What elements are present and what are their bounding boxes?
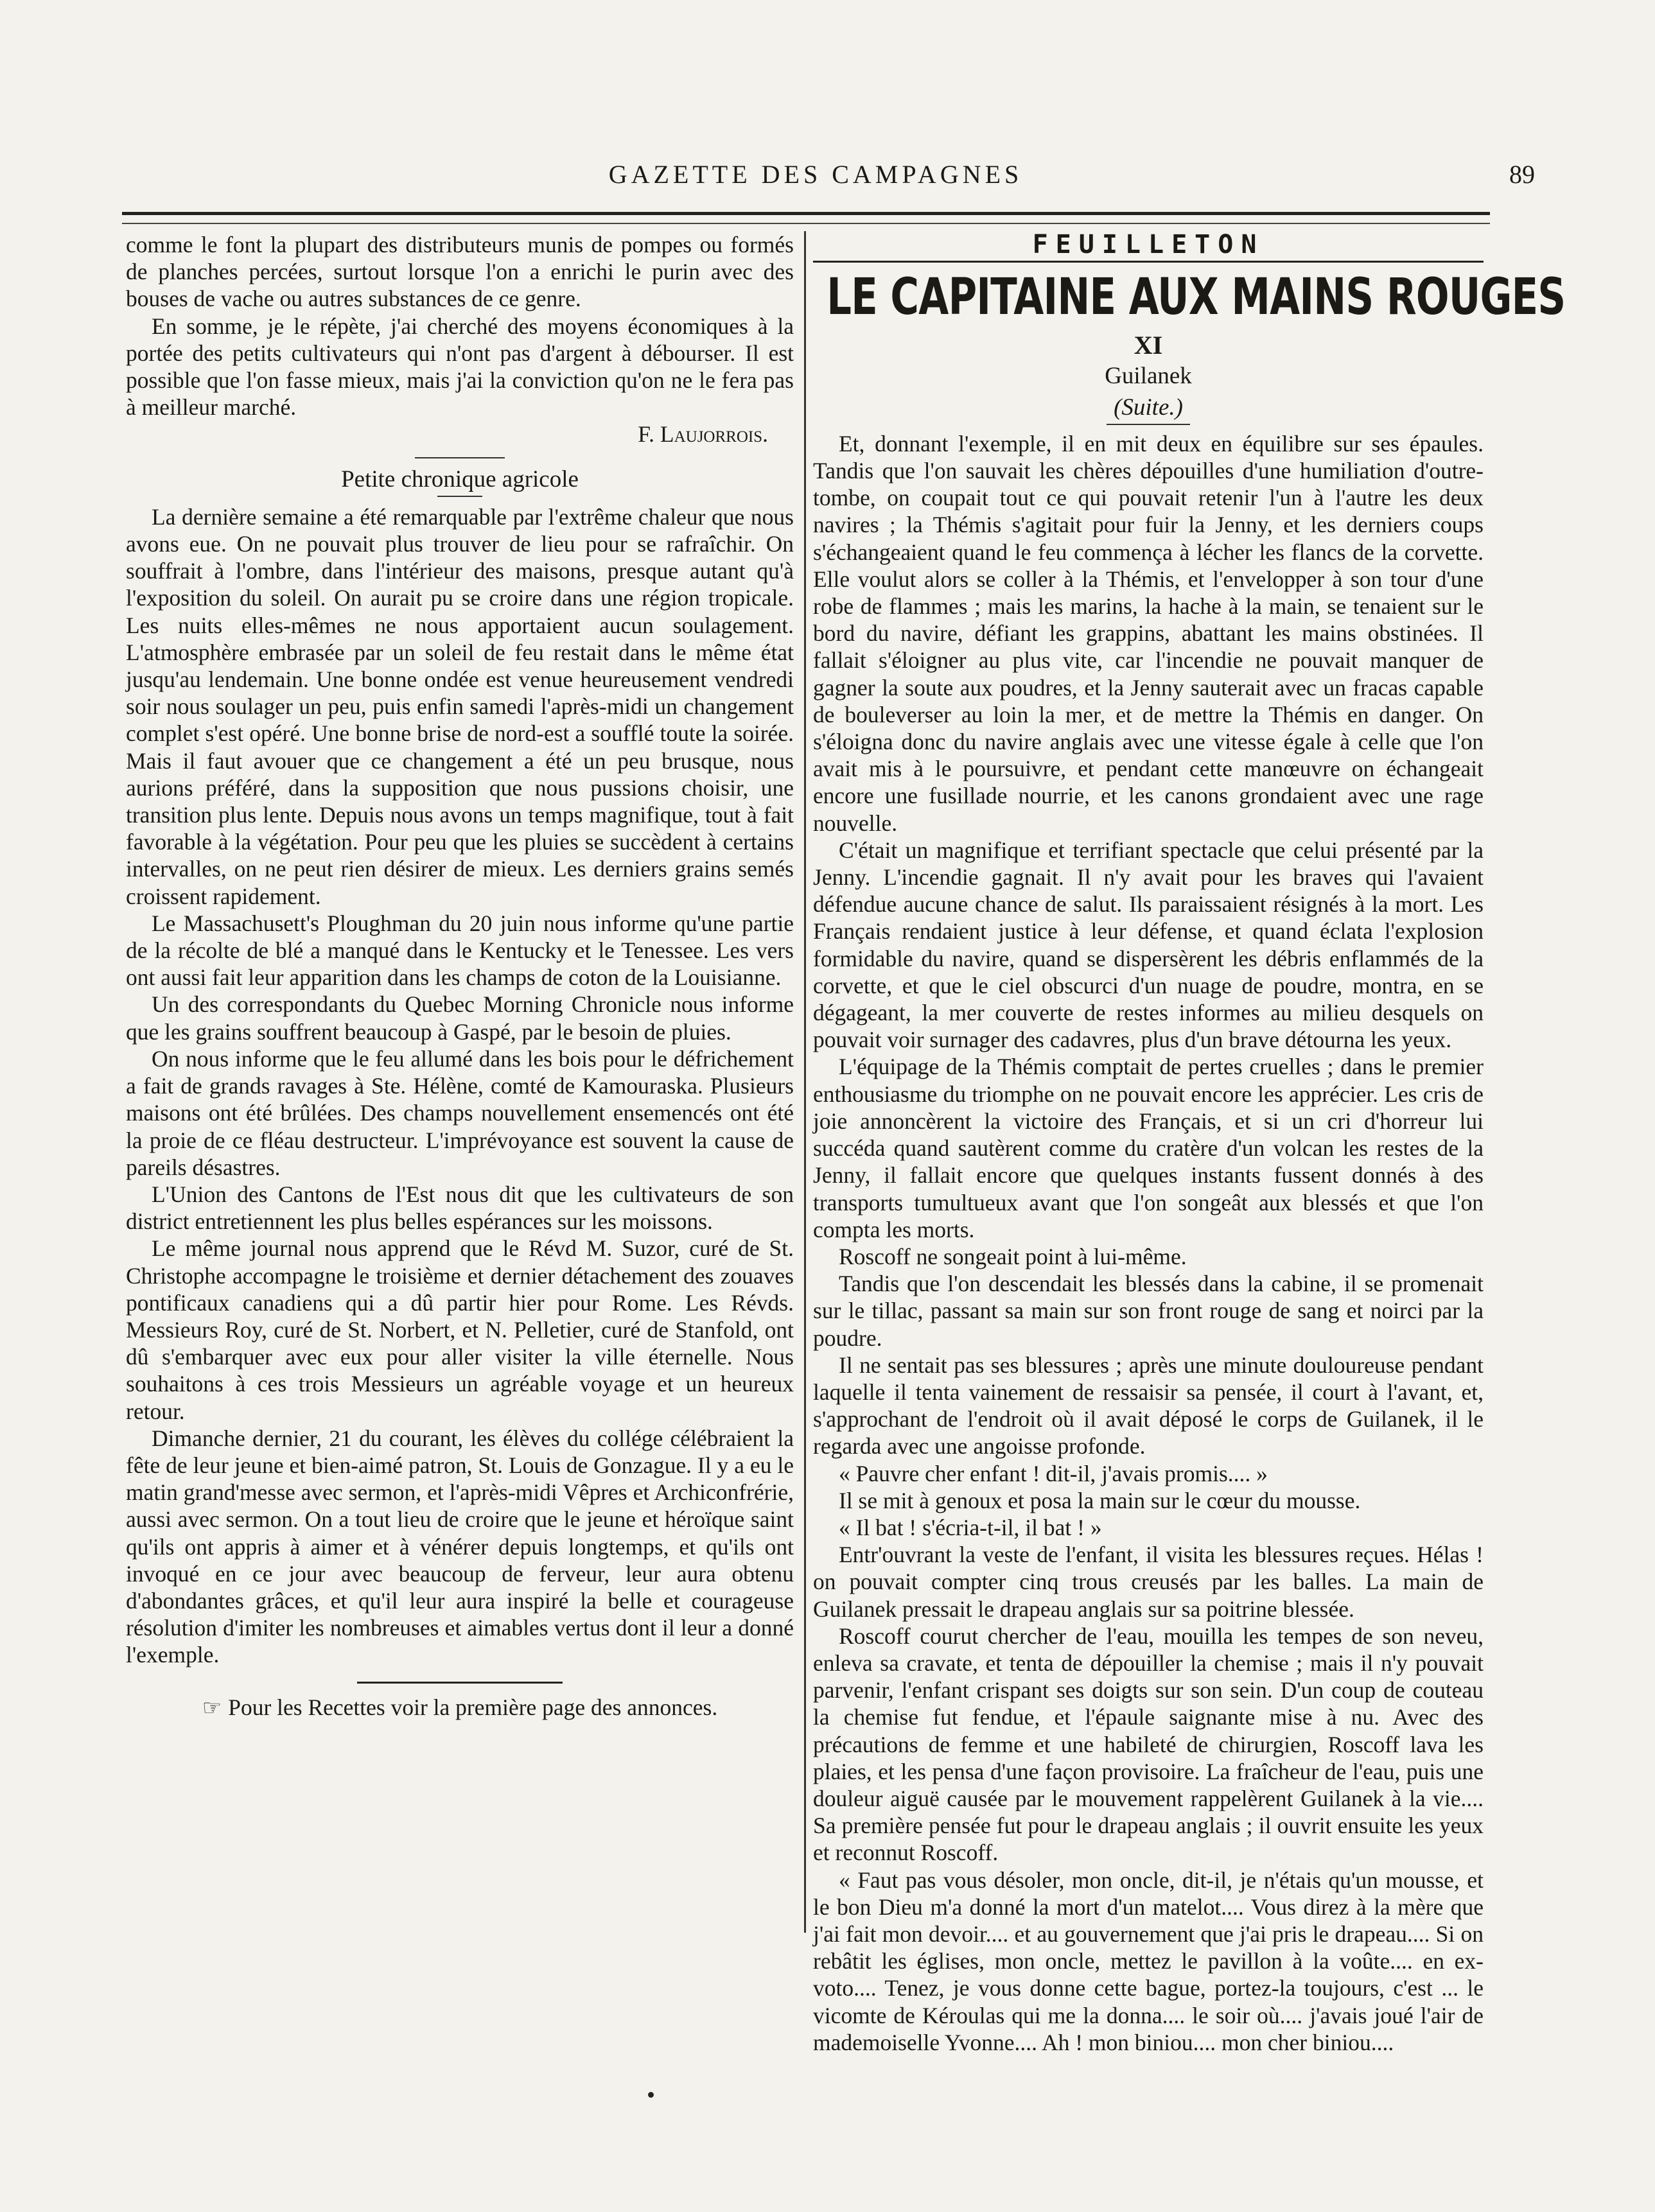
story-paragraph: Roscoff ne songeait point à lui-même.: [839, 1243, 1187, 1269]
pointing-hand-icon: ☞: [202, 1696, 222, 1720]
feuilleton-rule: [813, 261, 1484, 263]
serial-title: LE CAPITAINE AUX MAINS ROUGES: [827, 268, 1566, 327]
story-paragraph: Roscoff courut chercher de l'eau, mouilla les tempes de son neveu, enleva sa cravate, et tenta de dépouiller la chemise ; mais il n'y pouvait parvenir, l'enfant crispant ses doigts sur son sein. D'un coup de couteau la chemise fut fendue, et l'épaule saignante mise à nu. Avec des précautions de femme et une habileté de chirurgien, Roscoff lava les plaies, et les pensa d'une façon provisoire. La fraîcheur de l'eau, puis une douleur aiguë causée par le mouvement rappelèrent Guilanek à la vie.... Sa première pensée fut pour le drapeau anglais ; il ouvrit ensuite les yeux et reconnut Roscoff.: [813, 1623, 1484, 1866]
chapter-name: Guilanek: [1105, 363, 1192, 390]
story-paragraph: « Pauvre cher enfant ! dit-il, j'avais promis.... »: [839, 1460, 1268, 1486]
feuilleton-heading: FEUILLETON: [1032, 230, 1265, 259]
story-paragraph: C'était un magnifique et terrifiant spectacle que celui présenté par la Jenny. L'incendie gagnait. Il n'y avait pour les braves qui l'avaient défendue aucune chance de salut. Ils paraissaient résignés à la mort. Les Français rendaient justice à leur défense, et quand éclata l'explosion formidable du navire, quand se dispersèrent les débris enflammés de la corvette, et que le ciel obscurci d'un nuage de poudre, montra, en se dégageant, la mer couverte de restes informes au milieu desquels on pouvait voir surnager des cadavres, plus d'un brave détourna les yeux.: [813, 837, 1484, 1053]
article-paragraph: comme le font la plupart des distributeurs munis de pompes ou formés de planches percées, surtout lorsque l'on a enrichi le purin avec des bouses de vache ou autres substances de ce genre.: [126, 232, 794, 312]
page-header: [90, 159, 1541, 198]
right-column: [813, 230, 1566, 2056]
chronique-paragraph: Le même journal nous apprend que le Révd M. Suzor, curé de St. Christophe accompagne le troisième et dernier détachement des zouaves pontificaux canadiens qui a dû partir hier pour Rome. Les Révds. Messieurs Roy, curé de St. Norbert, et N. Pelletier, curé de Stanfold, ont dû s'embarquer avec eux pour aller visiter la ville éternelle. Nous souhaitons à ces trois Messieurs un agréable voyage et un heureux retour.: [126, 1235, 794, 1424]
section-title: Petite chronique agricole: [341, 466, 579, 492]
chronique-paragraph: Dimanche dernier, 21 du courant, les élèves du collége célébraient la fête de leur jeune et bien-aimé patron, St. Louis de Gonzague. Il y a eu le matin grand'messe avec sermon, et l'après-midi Vêpres et Archiconfrérie, aussi avec sermon. On a tout lieu de croire que le jeune et héroïque saint qu'ils ont appris à aimer et à vénérer depuis longtemps, et qu'ils ont invoqué en ce jour avec beaucoup de ferveur, leur aura obtenu d'abondantes grâces, et qu'il leur aura inspiré la belle et courageuse résolution d'imiter les nombreuses et aimables vertus dont il leur a donné l'exemple.: [126, 1425, 794, 1668]
story-paragraph: Entr'ouvrant la veste de l'enfant, il visita les blessures reçues. Hélas ! on pouvait compter cinq trous creusés par les balles. La main de Guilanek pressait le drapeau anglais sur sa poitrine blessée.: [813, 1542, 1484, 1622]
chronique-paragraph: On nous informe que le feu allumé dans les bois pour le défrichement a fait de grands ravages à Ste. Hélène, comté de Kamouraska. Plusieurs maisons ont été brûlées. Des champs nouvellement ensemencés ont été la proie de ce fléau destructeur. L'imprévoyance est souvent la cause de pareils désastres.: [126, 1045, 794, 1180]
recipes-note-text: Pour les Recettes voir la première page des annonces.: [228, 1694, 718, 1720]
masthead-title: GAZETTE DES CAMPAGNES: [608, 160, 1023, 189]
column-divider: [804, 231, 806, 1933]
page-number: 89: [1509, 160, 1535, 189]
story-paragraph: Tandis que l'on descendait les blessés dans la cabine, il se promenait sur le tillac, passant sa main sur son front rouge de sang et noirci par la poudre.: [813, 1271, 1484, 1351]
end-rule: [357, 1682, 563, 1684]
author-signature: F. Laujorrois.: [638, 421, 768, 448]
article-paragraph: En somme, je le répète, j'ai cherché des moyens économiques à la portée des petits cultivateurs qui n'ont pas d'argent à débourser. Il est possible que l'on fasse mieux, mais j'ai la conviction qu'on ne le fera pas à meilleur marché.: [126, 313, 794, 421]
chapter-rule: [1107, 424, 1190, 425]
story-paragraph: L'équipage de la Thémis comptait de pertes cruelles ; dans le premier enthousiasme du triomphe on ne pouvait encore les apprécier. Les cris de joie annoncèrent la victoire des Français, et si un cri d'horreur lui succéda quand sautèrent comme du cratère d'un volcan les restes de la Jenny, il fallait encore que quelques instants fussent donnés à des transports tumultueux avant que l'on songeât aux blessés et que l'on compta les morts.: [813, 1054, 1484, 1242]
left-column: [126, 231, 794, 1722]
chapter-number: XI: [1134, 331, 1163, 360]
chronique-paragraph: La dernière semaine a été remarquable par l'extrême chaleur que nous avons eue. On ne pouvait plus trouver de lieu pour se rafraîchir. On souffrait à l'ombre, dans l'intérieur des maisons, presque autant qu'à l'exposition du soleil. On aurait pu se croire dans une région tropicale. Les nuits elles-mêmes ne nous apportaient aucun soulagement. L'atmosphère embrasée par un soleil de feu restait dans le même état jusqu'au lendemain. Une bonne ondée est venue heureusement vendredi soir nous soulager un peu, puis enfin samedi l'après-midi un changement complet s'est opéré. Une bonne brise de nord-est a soufflé toute la soirée. Mais il faut avouer que ce changement a été un peu brusque, nous aurions préféré, dans la supposition que nous pussions choisir, une transition plus lente. Depuis nous avons un temps magnifique, tout à fait favorable à la végétation. Pour peu que les pluies se succèdent à certains intervalles, on ne peut rien désirer de mieux. Les derniers grains semés croissent rapidement.: [126, 503, 794, 909]
story-paragraph: Et, donnant l'exemple, il en mit deux en équilibre sur ses épaules. Tandis que l'on sauvait les chères dépouilles d'une humiliation d'outre-tombe, on coupait tout ce qui pouvait retenir l'un à l'autre les deux navires ; la Thémis s'agitait pour fuir la Jenny, et les derniers coups s'échangeaient quand le feu commença à lécher les flancs de la corvette. Elle voulut alors se coller à la Thémis, et l'envelopper à son tour d'une robe de flammes ; mais les marins, la hache à la main, se tenaient sur le bord du navire, défiant les grappins, abattant les mains obstinées. Il fallait s'éloigner au plus vite, car l'incendie ne pouvait manquer de gagner la soute aux poudres, et la Jenny sauterait avec un fracas capable de bouleverser au loin la mer, et de mettre la Thémis en danger. On s'éloigna donc du navire anglais avec une vitesse égale à celle que l'on avait mis à le poursuivre, et pendant cette manœuvre on échangeait encore une fusillade nourrie, et les canons grondaient avec une rage nouvelle.: [813, 430, 1484, 836]
chronique-paragraph: L'Union des Cantons de l'Est nous dit que les cultivateurs de son district entretiennent les plus belles espérances sur les moissons.: [126, 1181, 794, 1235]
story-paragraph: Il ne sentait pas ses blessures ; après une minute douloureuse pendant laquelle il tenta vainement de ressaisir sa pensée, il court à l'avant, et, s'approchant de l'endroit où il avait déposé le corps de Guilanek, il le regarda avec une angoisse profonde.: [813, 1352, 1484, 1459]
ink-dot: [648, 2092, 654, 2098]
story-paragraph: « Faut pas vous désoler, mon oncle, dit-il, je n'étais qu'un mousse, et le bon Dieu m'a donné la mort d'un matelot.... Vous direz à la mère que j'ai fait mon devoir.... et au gouvernement que j'ai pris le drapeau.... Si on rebâtit les églises, mon oncle, mettez le pavillon à la voûte.... en ex-voto.... Tenez, je vous donne cette bague, portez-la toujours, c'est ... le vicomte de Kéroulas qui me la donna.... le soir où.... j'avais joué l'air de mademoiselle Yvonne.... Ah ! mon biniou.... mon cher biniou....: [813, 1867, 1484, 2055]
story-paragraph: « Il bat ! s'écria-t-il, il bat ! »: [839, 1514, 1102, 1540]
chronique-paragraph: Un des correspondants du Quebec Morning Chronicle nous informe que les grains souffrent beaucoup à Gaspé, par le besoin de pluies.: [126, 991, 794, 1045]
header-rule: [122, 212, 1490, 224]
section-title-rule: [437, 496, 482, 497]
section-rule: [415, 457, 505, 458]
continued-label: (Suite.): [1114, 394, 1183, 421]
chronique-paragraph: Le Massachusett's Ploughman du 20 juin nous informe qu'une partie de la récolte de blé a manqué dans le Kentucky et le Tenessee. Les vers ont aussi fait leur apparition dans les champs de coton de la Louisianne.: [126, 910, 794, 991]
recipes-note: [126, 1694, 794, 1722]
story-paragraph: Il se mit à genoux et posa la main sur le cœur du mousse.: [839, 1487, 1361, 1513]
